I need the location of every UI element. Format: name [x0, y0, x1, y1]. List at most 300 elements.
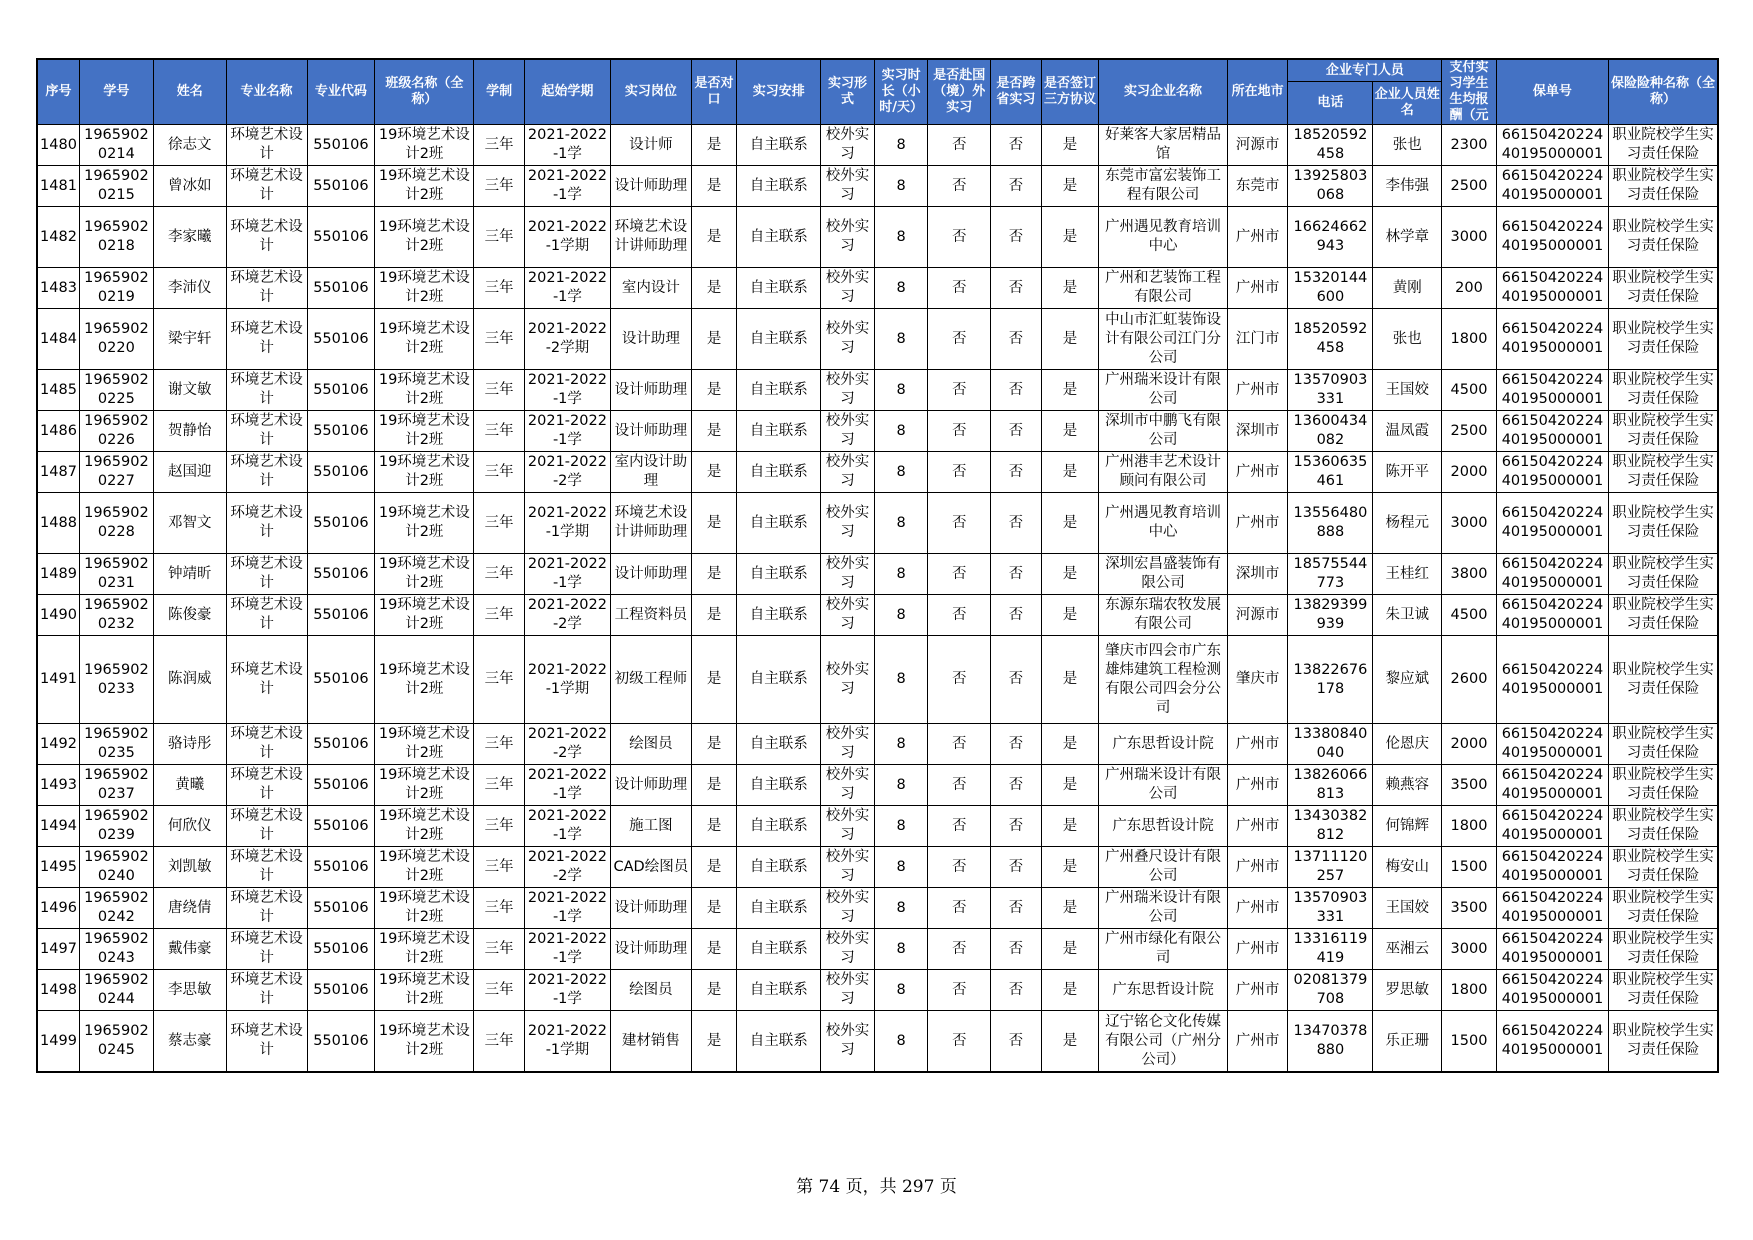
header-cross-province: 是否跨省实习 [991, 59, 1042, 125]
cell-name: 谢文敏 [153, 370, 226, 411]
cell-major: 环境艺术设计 [226, 847, 307, 888]
cell-class: 19环境艺术设计2班 [375, 724, 474, 765]
cell-insurance: 职业院校学生实习责任保险 [1609, 847, 1718, 888]
cell-arrangement: 自主联系 [737, 806, 821, 847]
header-abroad: 是否赴国（境）外实习 [928, 59, 991, 125]
cell-staff-name: 温凤霞 [1373, 411, 1442, 452]
cell-phone: 13600434082 [1288, 411, 1373, 452]
cell-policy-no: 6615042022440195000001 [1496, 411, 1608, 452]
table-row [37, 493, 1718, 554]
cell-phone: 18520592458 [1288, 125, 1373, 166]
cell-name: 骆诗彤 [153, 724, 226, 765]
cell-matched: 是 [691, 847, 737, 888]
cell-abroad: 否 [928, 636, 991, 724]
cell-cross-province: 否 [991, 268, 1042, 309]
cell-company: 深圳市中鹏飞有限公司 [1099, 411, 1227, 452]
cell-seq: 1487 [37, 452, 79, 493]
cell-class: 19环境艺术设计2班 [375, 636, 474, 724]
cell-arrangement: 自主联系 [737, 1011, 821, 1073]
cell-insurance: 职业院校学生实习责任保险 [1609, 1011, 1718, 1073]
header-student-id: 学号 [79, 59, 153, 125]
cell-city: 深圳市 [1227, 554, 1288, 595]
cell-tripartite: 是 [1041, 888, 1099, 929]
cell-pay: 1800 [1442, 970, 1497, 1011]
cell-start-term: 2021-2022-2学 [524, 724, 610, 765]
cell-start-term: 2021-2022-1学 [524, 929, 610, 970]
cell-hours: 8 [874, 268, 928, 309]
cell-class: 19环境艺术设计2班 [375, 806, 474, 847]
cell-hours: 8 [874, 765, 928, 806]
table-row [37, 268, 1718, 309]
cell-company: 广东思哲设计院 [1099, 724, 1227, 765]
cell-class: 19环境艺术设计2班 [375, 166, 474, 207]
cell-post: 设计师 [610, 125, 691, 166]
cell-abroad: 否 [928, 207, 991, 268]
table-row [37, 452, 1718, 493]
header-major: 专业名称 [226, 59, 307, 125]
cell-tripartite: 是 [1041, 370, 1099, 411]
cell-pay: 2300 [1442, 125, 1497, 166]
cell-policy-no: 6615042022440195000001 [1496, 370, 1608, 411]
cell-class: 19环境艺术设计2班 [375, 125, 474, 166]
cell-form: 校外实习 [821, 452, 875, 493]
cell-pay: 2600 [1442, 636, 1497, 724]
cell-form: 校外实习 [821, 1011, 875, 1073]
cell-class: 19环境艺术设计2班 [375, 847, 474, 888]
table-row [37, 370, 1718, 411]
cell-staff-name: 黎应斌 [1373, 636, 1442, 724]
cell-duration: 三年 [474, 806, 525, 847]
cell-city: 河源市 [1227, 125, 1288, 166]
header-city: 所在地市 [1227, 59, 1288, 125]
cell-city: 广州市 [1227, 970, 1288, 1011]
header-hours: 实习时长（小时/天） [874, 59, 928, 125]
cell-arrangement: 自主联系 [737, 452, 821, 493]
cell-tripartite: 是 [1041, 207, 1099, 268]
cell-student-id: 19659020244 [79, 970, 153, 1011]
cell-policy-no: 6615042022440195000001 [1496, 847, 1608, 888]
header-pay: 支付实习学生生均报酬（元 [1442, 59, 1497, 125]
table-row [37, 636, 1718, 724]
table-row [37, 554, 1718, 595]
cell-cross-province: 否 [991, 888, 1042, 929]
cell-hours: 8 [874, 411, 928, 452]
cell-company: 好莱客大家居精品馆 [1099, 125, 1227, 166]
table-row [37, 724, 1718, 765]
cell-start-term: 2021-2022-1学期 [524, 493, 610, 554]
cell-hours: 8 [874, 724, 928, 765]
cell-major-code: 550106 [307, 929, 375, 970]
cell-student-id: 19659020214 [79, 125, 153, 166]
cell-start-term: 2021-2022-1学期 [524, 636, 610, 724]
cell-matched: 是 [691, 554, 737, 595]
cell-city: 深圳市 [1227, 411, 1288, 452]
cell-seq: 1480 [37, 125, 79, 166]
cell-city: 广州市 [1227, 370, 1288, 411]
cell-arrangement: 自主联系 [737, 125, 821, 166]
cell-start-term: 2021-2022-1学 [524, 888, 610, 929]
cell-start-term: 2021-2022-2学 [524, 595, 610, 636]
cell-major-code: 550106 [307, 724, 375, 765]
cell-post: 设计师助理 [610, 370, 691, 411]
cell-matched: 是 [691, 636, 737, 724]
cell-phone: 15360635461 [1288, 452, 1373, 493]
cell-city: 广州市 [1227, 724, 1288, 765]
cell-cross-province: 否 [991, 411, 1042, 452]
cell-staff-name: 梅安山 [1373, 847, 1442, 888]
cell-post: 建材销售 [610, 1011, 691, 1073]
cell-student-id: 19659020220 [79, 309, 153, 370]
cell-policy-no: 6615042022440195000001 [1496, 1011, 1608, 1073]
cell-policy-no: 6615042022440195000001 [1496, 595, 1608, 636]
cell-staff-name: 王国姣 [1373, 888, 1442, 929]
cell-name: 蔡志豪 [153, 1011, 226, 1073]
cell-post: 设计师助理 [610, 888, 691, 929]
cell-abroad: 否 [928, 370, 991, 411]
cell-abroad: 否 [928, 166, 991, 207]
cell-insurance: 职业院校学生实习责任保险 [1609, 554, 1718, 595]
header-class: 班级名称（全称） [375, 59, 474, 125]
cell-duration: 三年 [474, 452, 525, 493]
cell-post: 设计助理 [610, 309, 691, 370]
cell-phone: 13380840040 [1288, 724, 1373, 765]
cell-major-code: 550106 [307, 166, 375, 207]
cell-seq: 1492 [37, 724, 79, 765]
cell-form: 校外实习 [821, 847, 875, 888]
cell-staff-name: 林学章 [1373, 207, 1442, 268]
cell-post: 设计师助理 [610, 554, 691, 595]
cell-phone: 13470378880 [1288, 1011, 1373, 1073]
cell-student-id: 19659020226 [79, 411, 153, 452]
cell-seq: 1486 [37, 411, 79, 452]
cell-pay: 1800 [1442, 309, 1497, 370]
cell-cross-province: 否 [991, 370, 1042, 411]
cell-city: 东莞市 [1227, 166, 1288, 207]
cell-abroad: 否 [928, 595, 991, 636]
cell-pay: 2000 [1442, 452, 1497, 493]
cell-staff-name: 朱卫诚 [1373, 595, 1442, 636]
cell-phone: 13711120257 [1288, 847, 1373, 888]
table-header [37, 59, 1718, 125]
cell-matched: 是 [691, 125, 737, 166]
cell-arrangement: 自主联系 [737, 595, 821, 636]
cell-class: 19环境艺术设计2班 [375, 970, 474, 1011]
cell-company: 广州和艺装饰工程有限公司 [1099, 268, 1227, 309]
cell-phone: 13570903331 [1288, 370, 1373, 411]
cell-tripartite: 是 [1041, 806, 1099, 847]
cell-start-term: 2021-2022-1学 [524, 554, 610, 595]
cell-seq: 1482 [37, 207, 79, 268]
cell-student-id: 19659020240 [79, 847, 153, 888]
cell-class: 19环境艺术设计2班 [375, 1011, 474, 1073]
cell-pay: 2000 [1442, 724, 1497, 765]
cell-city: 广州市 [1227, 268, 1288, 309]
table-row [37, 207, 1718, 268]
cell-insurance: 职业院校学生实习责任保险 [1609, 125, 1718, 166]
cell-pay: 3500 [1442, 765, 1497, 806]
cell-pay: 3500 [1442, 888, 1497, 929]
cell-form: 校外实习 [821, 636, 875, 724]
cell-student-id: 19659020219 [79, 268, 153, 309]
cell-form: 校外实习 [821, 724, 875, 765]
cell-city: 广州市 [1227, 806, 1288, 847]
cell-policy-no: 6615042022440195000001 [1496, 554, 1608, 595]
cell-form: 校外实习 [821, 970, 875, 1011]
cell-phone: 13826066813 [1288, 765, 1373, 806]
cell-start-term: 2021-2022-2学 [524, 847, 610, 888]
cell-staff-name: 王桂红 [1373, 554, 1442, 595]
cell-student-id: 19659020215 [79, 166, 153, 207]
cell-student-id: 19659020218 [79, 207, 153, 268]
cell-name: 唐绕倩 [153, 888, 226, 929]
cell-insurance: 职业院校学生实习责任保险 [1609, 595, 1718, 636]
cell-staff-name: 巫湘云 [1373, 929, 1442, 970]
cell-major: 环境艺术设计 [226, 452, 307, 493]
cell-hours: 8 [874, 166, 928, 207]
cell-major: 环境艺术设计 [226, 268, 307, 309]
cell-seq: 1491 [37, 636, 79, 724]
cell-abroad: 否 [928, 493, 991, 554]
header-start-term: 起始学期 [524, 59, 610, 125]
cell-post: 室内设计助理 [610, 452, 691, 493]
cell-major-code: 550106 [307, 806, 375, 847]
cell-cross-province: 否 [991, 806, 1042, 847]
cell-company: 肇庆市四会市广东雄炜建筑工程检测有限公司四会分公司 [1099, 636, 1227, 724]
cell-class: 19环境艺术设计2班 [375, 452, 474, 493]
cell-start-term: 2021-2022-2学期 [524, 309, 610, 370]
cell-post: 工程资料员 [610, 595, 691, 636]
cell-form: 校外实习 [821, 554, 875, 595]
cell-tripartite: 是 [1041, 636, 1099, 724]
cell-city: 广州市 [1227, 207, 1288, 268]
cell-policy-no: 6615042022440195000001 [1496, 309, 1608, 370]
cell-hours: 8 [874, 847, 928, 888]
cell-insurance: 职业院校学生实习责任保险 [1609, 806, 1718, 847]
cell-seq: 1496 [37, 888, 79, 929]
cell-policy-no: 6615042022440195000001 [1496, 970, 1608, 1011]
cell-form: 校外实习 [821, 309, 875, 370]
cell-hours: 8 [874, 970, 928, 1011]
cell-duration: 三年 [474, 207, 525, 268]
cell-phone: 13316119419 [1288, 929, 1373, 970]
cell-form: 校外实习 [821, 765, 875, 806]
cell-major-code: 550106 [307, 125, 375, 166]
cell-student-id: 19659020227 [79, 452, 153, 493]
cell-cross-province: 否 [991, 724, 1042, 765]
cell-hours: 8 [874, 493, 928, 554]
cell-start-term: 2021-2022-1学 [524, 806, 610, 847]
cell-name: 李沛仪 [153, 268, 226, 309]
cell-phone: 13556480888 [1288, 493, 1373, 554]
cell-abroad: 否 [928, 1011, 991, 1073]
cell-company: 中山市汇虹装饰设计有限公司江门分公司 [1099, 309, 1227, 370]
cell-start-term: 2021-2022-1学 [524, 268, 610, 309]
cell-name: 曾冰如 [153, 166, 226, 207]
header-seq: 序号 [37, 59, 79, 125]
cell-cross-province: 否 [991, 207, 1042, 268]
cell-student-id: 19659020237 [79, 765, 153, 806]
cell-class: 19环境艺术设计2班 [375, 554, 474, 595]
cell-staff-name: 李伟强 [1373, 166, 1442, 207]
cell-matched: 是 [691, 493, 737, 554]
cell-company: 广州瑞米设计有限公司 [1099, 888, 1227, 929]
cell-start-term: 2021-2022-2学 [524, 452, 610, 493]
cell-city: 广州市 [1227, 929, 1288, 970]
cell-abroad: 否 [928, 806, 991, 847]
cell-staff-name: 乐正珊 [1373, 1011, 1442, 1073]
cell-post: 室内设计 [610, 268, 691, 309]
header-post: 实习岗位 [610, 59, 691, 125]
table-row [37, 970, 1718, 1011]
cell-staff-name: 黄刚 [1373, 268, 1442, 309]
cell-tripartite: 是 [1041, 1011, 1099, 1073]
header-company: 实习企业名称 [1099, 59, 1227, 125]
cell-policy-no: 6615042022440195000001 [1496, 724, 1608, 765]
cell-major: 环境艺术设计 [226, 595, 307, 636]
cell-class: 19环境艺术设计2班 [375, 929, 474, 970]
cell-seq: 1494 [37, 806, 79, 847]
cell-city: 广州市 [1227, 1011, 1288, 1073]
cell-duration: 三年 [474, 888, 525, 929]
cell-policy-no: 6615042022440195000001 [1496, 452, 1608, 493]
cell-insurance: 职业院校学生实习责任保险 [1609, 207, 1718, 268]
cell-insurance: 职业院校学生实习责任保险 [1609, 929, 1718, 970]
cell-tripartite: 是 [1041, 125, 1099, 166]
cell-major-code: 550106 [307, 888, 375, 929]
cell-abroad: 否 [928, 765, 991, 806]
cell-student-id: 19659020225 [79, 370, 153, 411]
cell-matched: 是 [691, 1011, 737, 1073]
header-arrangement: 实习安排 [737, 59, 821, 125]
cell-phone: 13925803068 [1288, 166, 1373, 207]
cell-seq: 1485 [37, 370, 79, 411]
cell-staff-name: 杨程元 [1373, 493, 1442, 554]
cell-cross-province: 否 [991, 166, 1042, 207]
cell-start-term: 2021-2022-1学 [524, 765, 610, 806]
cell-duration: 三年 [474, 724, 525, 765]
cell-student-id: 19659020232 [79, 595, 153, 636]
cell-name: 钟靖昕 [153, 554, 226, 595]
cell-arrangement: 自主联系 [737, 268, 821, 309]
cell-matched: 是 [691, 207, 737, 268]
cell-duration: 三年 [474, 309, 525, 370]
table-row [37, 765, 1718, 806]
cell-major: 环境艺术设计 [226, 724, 307, 765]
cell-seq: 1497 [37, 929, 79, 970]
cell-major: 环境艺术设计 [226, 207, 307, 268]
cell-insurance: 职业院校学生实习责任保险 [1609, 765, 1718, 806]
cell-tripartite: 是 [1041, 929, 1099, 970]
cell-name: 黄曦 [153, 765, 226, 806]
cell-major-code: 550106 [307, 554, 375, 595]
table-body [37, 125, 1718, 1073]
cell-abroad: 否 [928, 554, 991, 595]
cell-phone: 13430382812 [1288, 806, 1373, 847]
cell-start-term: 2021-2022-1学期 [524, 1011, 610, 1073]
cell-post: 初级工程师 [610, 636, 691, 724]
cell-company: 广州遇见教育培训中心 [1099, 493, 1227, 554]
cell-abroad: 否 [928, 888, 991, 929]
cell-student-id: 19659020245 [79, 1011, 153, 1073]
cell-abroad: 否 [928, 452, 991, 493]
cell-name: 陈俊豪 [153, 595, 226, 636]
cell-name: 李家曦 [153, 207, 226, 268]
cell-major: 环境艺术设计 [226, 166, 307, 207]
cell-cross-province: 否 [991, 636, 1042, 724]
cell-major: 环境艺术设计 [226, 125, 307, 166]
cell-arrangement: 自主联系 [737, 847, 821, 888]
cell-major: 环境艺术设计 [226, 554, 307, 595]
cell-pay: 1500 [1442, 1011, 1497, 1073]
cell-insurance: 职业院校学生实习责任保险 [1609, 724, 1718, 765]
cell-seq: 1498 [37, 970, 79, 1011]
cell-policy-no: 6615042022440195000001 [1496, 166, 1608, 207]
cell-start-term: 2021-2022-1学 [524, 125, 610, 166]
cell-seq: 1495 [37, 847, 79, 888]
cell-policy-no: 6615042022440195000001 [1496, 806, 1608, 847]
cell-staff-name: 伦恩庆 [1373, 724, 1442, 765]
cell-hours: 8 [874, 207, 928, 268]
cell-matched: 是 [691, 765, 737, 806]
cell-seq: 1490 [37, 595, 79, 636]
cell-company: 深圳宏昌盛装饰有限公司 [1099, 554, 1227, 595]
cell-start-term: 2021-2022-1学 [524, 970, 610, 1011]
cell-company: 广州港丰艺术设计顾问有限公司 [1099, 452, 1227, 493]
cell-matched: 是 [691, 452, 737, 493]
cell-company: 辽宁铭仑文化传媒有限公司（广州分公司） [1099, 1011, 1227, 1073]
cell-major-code: 550106 [307, 493, 375, 554]
cell-major-code: 550106 [307, 765, 375, 806]
cell-seq: 1493 [37, 765, 79, 806]
cell-class: 19环境艺术设计2班 [375, 411, 474, 452]
cell-hours: 8 [874, 554, 928, 595]
header-staff-group: 企业专门人员 [1288, 59, 1442, 82]
cell-hours: 8 [874, 309, 928, 370]
cell-arrangement: 自主联系 [737, 493, 821, 554]
cell-class: 19环境艺术设计2班 [375, 595, 474, 636]
cell-seq: 1488 [37, 493, 79, 554]
header-form: 实习形式 [821, 59, 875, 125]
cell-matched: 是 [691, 970, 737, 1011]
cell-insurance: 职业院校学生实习责任保险 [1609, 636, 1718, 724]
cell-class: 19环境艺术设计2班 [375, 268, 474, 309]
cell-cross-province: 否 [991, 493, 1042, 554]
cell-student-id: 19659020242 [79, 888, 153, 929]
cell-post: 环境艺术设计讲师助理 [610, 493, 691, 554]
cell-abroad: 否 [928, 929, 991, 970]
cell-abroad: 否 [928, 309, 991, 370]
cell-duration: 三年 [474, 765, 525, 806]
cell-seq: 1484 [37, 309, 79, 370]
cell-name: 戴伟豪 [153, 929, 226, 970]
table-row [37, 595, 1718, 636]
table-row [37, 166, 1718, 207]
cell-major-code: 550106 [307, 309, 375, 370]
cell-company: 广州市绿化有限公司 [1099, 929, 1227, 970]
header-tripartite: 是否签订三方协议 [1041, 59, 1099, 125]
cell-seq: 1499 [37, 1011, 79, 1073]
cell-class: 19环境艺术设计2班 [375, 309, 474, 370]
cell-phone: 18575544773 [1288, 554, 1373, 595]
cell-cross-province: 否 [991, 970, 1042, 1011]
cell-policy-no: 6615042022440195000001 [1496, 125, 1608, 166]
cell-duration: 三年 [474, 554, 525, 595]
cell-hours: 8 [874, 929, 928, 970]
cell-city: 广州市 [1227, 493, 1288, 554]
cell-form: 校外实习 [821, 268, 875, 309]
cell-form: 校外实习 [821, 166, 875, 207]
table-row [37, 888, 1718, 929]
